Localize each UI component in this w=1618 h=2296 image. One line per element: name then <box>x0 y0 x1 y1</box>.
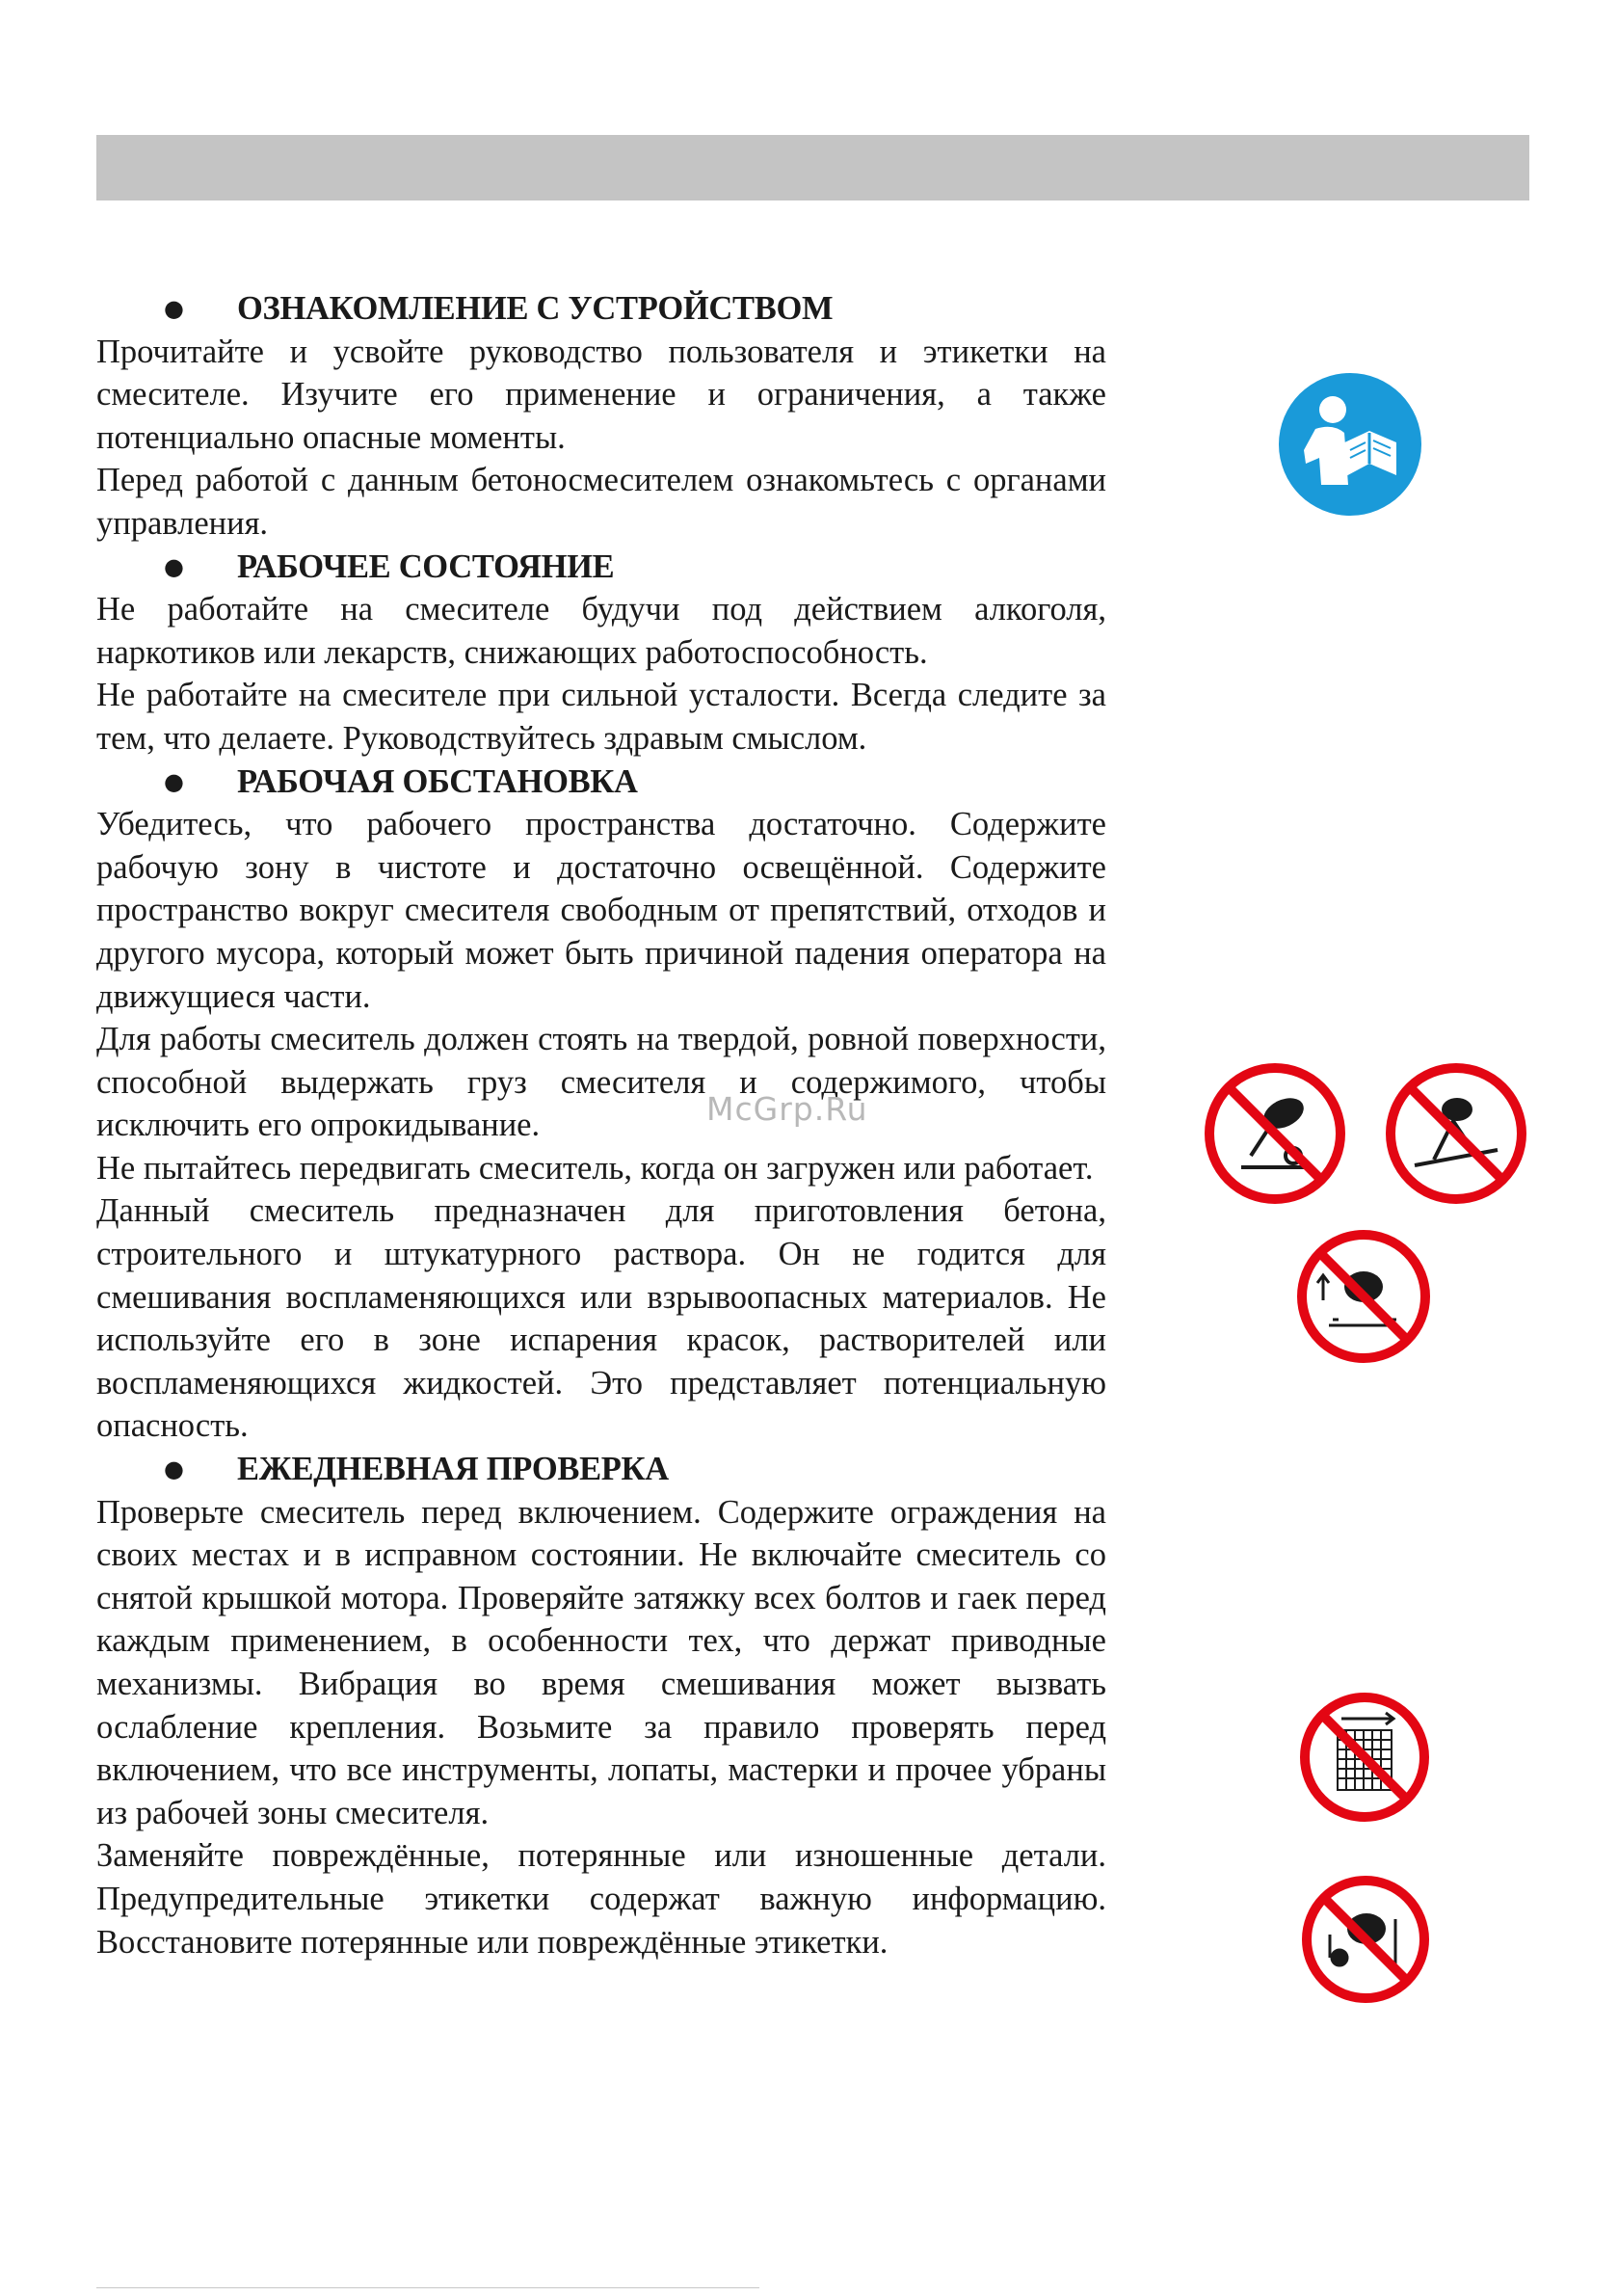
bullet-icon: ● <box>164 767 184 795</box>
no-mixer-on-slope-icon <box>1386 1063 1526 1204</box>
paragraph: Данный смеситель предназначен для приготовления бетона, строительного и штукатурного раствора. Он не годится для смешивания воспламеняющихся или взрывоопасных материалов. Не используйте его в зоне испарения красок, растворителей или воспламеняющихся жидкостей. Это представляет потенциальную опасность. <box>96 1192 1106 1445</box>
paragraph: Проверьте смеситель перед включением. Содержите ограждения на своих местах и в исправном состоянии. Не включайте смеситель со снятой крышкой мотора. Проверяйте затяжку всех болтов и гаек перед каждым применением, в особенности тех, что держат приводные механизмы. Вибрация во время смешивания может вызвать ослабление крепления. Возьмите за правило проверять перед включением, что все инструменты, лопаты, мастерки и прочее убраны из рабочей зоны смесителя. <box>96 1493 1106 1831</box>
watermark: McGrp.Ru <box>706 1090 868 1128</box>
paragraph: Заменяйте повреждённые, потерянные или изношенные детали. Предупредительные этикетки содержат важную информацию. Восстановите потерянные или повреждённые этикетки. <box>96 1837 1106 1961</box>
no-moving-mixer-icon <box>1296 1229 1431 1364</box>
paragraph: Не пытайтесь передвигать смеситель, когда он загружен или работает. <box>96 1149 1094 1187</box>
section-heading <box>96 761 1106 804</box>
footer-line <box>96 2287 759 2288</box>
header-bar <box>96 135 1529 200</box>
paragraph: Перед работой с данным бетоносмесителем ознакомьтесь с органами управления. <box>96 462 1106 542</box>
section-heading <box>96 287 1106 331</box>
read-manual-icon <box>1277 371 1423 518</box>
section-heading-text: РАБОЧЕЕ СОСТОЯНИЕ <box>237 547 615 585</box>
bullet-icon: ● <box>164 1455 184 1483</box>
paragraph: Не работайте на смесителе будучи под действием алкоголя, наркотиков или лекарств, снижающих работоспособность. <box>96 591 1106 671</box>
section-heading <box>96 546 1106 589</box>
section-heading <box>96 1448 1106 1491</box>
paragraph: Прочитайте и усвойте руководство пользователя и этикетки на смесителе. Изучите его применение и ограничения, а также потенциально опасные моменты. <box>96 333 1106 456</box>
no-removing-guard-icon <box>1299 1692 1430 1823</box>
no-tilted-mixer-icon <box>1205 1063 1345 1204</box>
section-heading-text: РАБОЧАЯ ОБСТАНОВКА <box>237 762 638 800</box>
document-body <box>96 287 1106 1963</box>
section-heading-text: ЕЖЕДНЕВНАЯ ПРОВЕРКА <box>237 1451 669 1488</box>
bullet-icon: ● <box>164 552 184 580</box>
paragraph: Для работы смеситель должен стоять на твердой, ровной поверхности, способной выдержать груз смесителя и содержимого, чтобы исключить его опрокидывание. <box>96 1021 1106 1144</box>
no-wheelbarrow-mixer-icon <box>1301 1875 1430 2004</box>
paragraph: Не работайте на смесителе при сильной усталости. Всегда следите за тем, что делаете. Руководствуйтесь здравым смыслом. <box>96 677 1106 757</box>
bullet-icon: ● <box>164 295 184 322</box>
section-heading-text: ОЗНАКОМЛЕНИЕ С УСТРОЙСТВОМ <box>237 290 834 327</box>
paragraph: Убедитесь, что рабочего пространства достаточно. Содержите рабочую зону в чистоте и достаточно освещённой. Содержите пространство вокруг смесителя свободным от препятствий, отходов и другого мусора, который может быть причиной падения оператора на движущиеся части. <box>96 806 1106 1015</box>
